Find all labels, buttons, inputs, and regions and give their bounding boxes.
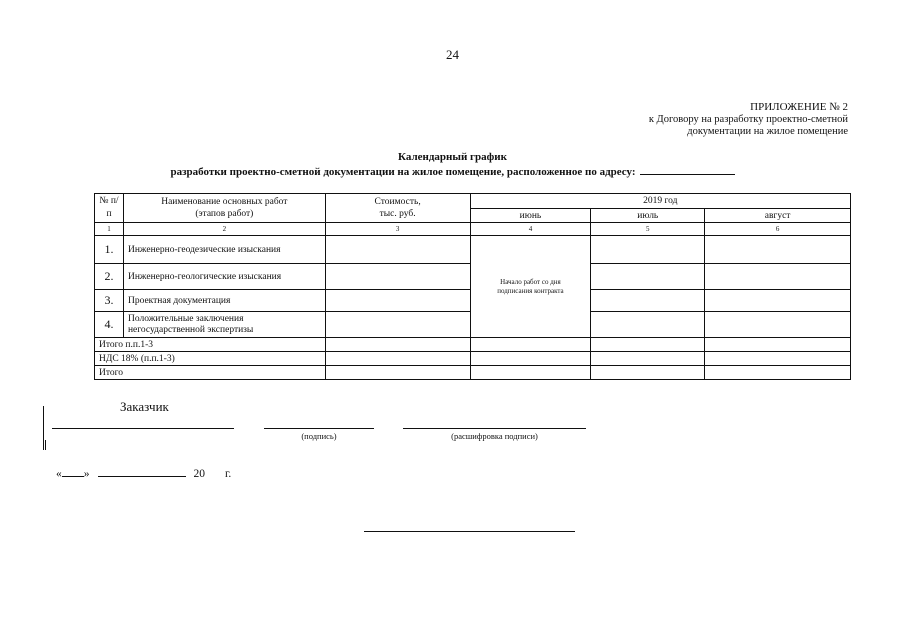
appendix-line-3: документации на жилое помещение — [687, 126, 848, 137]
start-note-cell: Начало работ со дня подписания контракта — [470, 236, 591, 338]
total-label: Итого п.п.1-3 — [95, 338, 326, 352]
july-cell — [591, 264, 705, 290]
row-name: Инженерно-геологические изыскания — [123, 264, 325, 290]
signature-decode-line — [403, 428, 586, 429]
july-cell — [591, 236, 705, 264]
cost-cell — [325, 312, 470, 338]
signature-decode-caption: (расшифровка подписи) — [451, 431, 538, 441]
july-cell — [591, 312, 705, 338]
cost-cell — [325, 236, 470, 264]
column-numbers-row — [95, 223, 851, 236]
year-suffix: г. — [225, 468, 232, 480]
vat-label: НДС 18% (п.п.1-3) — [95, 352, 326, 366]
signature-caption: (подпись) — [301, 431, 337, 441]
row-number: 2. — [95, 264, 124, 290]
cost-cell — [325, 264, 470, 290]
margin-bar-short — [45, 440, 46, 450]
header-month-june: июнь — [470, 209, 591, 223]
row-number: 4. — [95, 312, 124, 338]
august-cell — [705, 264, 851, 290]
col-number: 6 — [705, 223, 851, 236]
col-number: 3 — [325, 223, 470, 236]
row-name: Положительные заключения негосударственной экспертизы — [123, 312, 325, 338]
vat-row — [95, 352, 851, 366]
page-number: 24 — [446, 47, 459, 62]
col-number: 5 — [591, 223, 705, 236]
day-blank — [62, 466, 84, 477]
position-line — [52, 428, 234, 429]
header-year: 2019 год — [470, 194, 850, 209]
cost-cell — [325, 290, 470, 312]
schedule-subtitle-row — [0, 164, 905, 179]
header-cost: Стоимость, тыс. руб. — [325, 194, 470, 223]
header-month-august: август — [705, 209, 851, 223]
header-month-july: июль — [591, 209, 705, 223]
august-cell — [705, 236, 851, 264]
bottom-signature-line — [364, 531, 575, 532]
grand-total-label: Итого — [95, 366, 326, 380]
row-number: 3. — [95, 290, 124, 312]
row-number: 1. — [95, 236, 124, 264]
appendix-title: ПРИЛОЖЕНИЕ № 2 — [750, 101, 848, 113]
appendix-block — [649, 101, 848, 139]
address-blank-line — [640, 164, 735, 175]
col-number: 4 — [470, 223, 591, 236]
august-cell — [705, 312, 851, 338]
col-number: 1 — [95, 223, 124, 236]
signature-line — [264, 428, 374, 429]
appendix-line-2: к Договору на разработку проектно-сметной — [648, 113, 848, 125]
total-row — [95, 338, 851, 352]
schedule-subtitle: разработки проектно-сметной документации на жилое помещение, расположенное по адресу: — [170, 166, 636, 178]
july-cell — [591, 290, 705, 312]
august-cell — [705, 290, 851, 312]
margin-bar — [43, 406, 44, 450]
date-line: « » 20 г. — [56, 468, 232, 480]
grand-total-row — [95, 366, 851, 380]
year-prefix: 20 — [193, 468, 205, 480]
schedule-heading — [0, 150, 905, 179]
table-row — [95, 236, 851, 264]
row-name: Инженерно-геодезические изыскания — [123, 236, 325, 264]
month-blank — [98, 466, 186, 477]
header-name: Наименование основных работ (этапов работ) — [123, 194, 325, 223]
col-number: 2 — [123, 223, 325, 236]
row-name: Проектная документация — [123, 290, 325, 312]
header-row-1 — [95, 194, 851, 209]
customer-label: Заказчик — [120, 399, 169, 414]
schedule-title: Календарный график — [398, 151, 507, 163]
header-num: № п/п — [95, 194, 124, 223]
schedule-table — [94, 193, 851, 380]
